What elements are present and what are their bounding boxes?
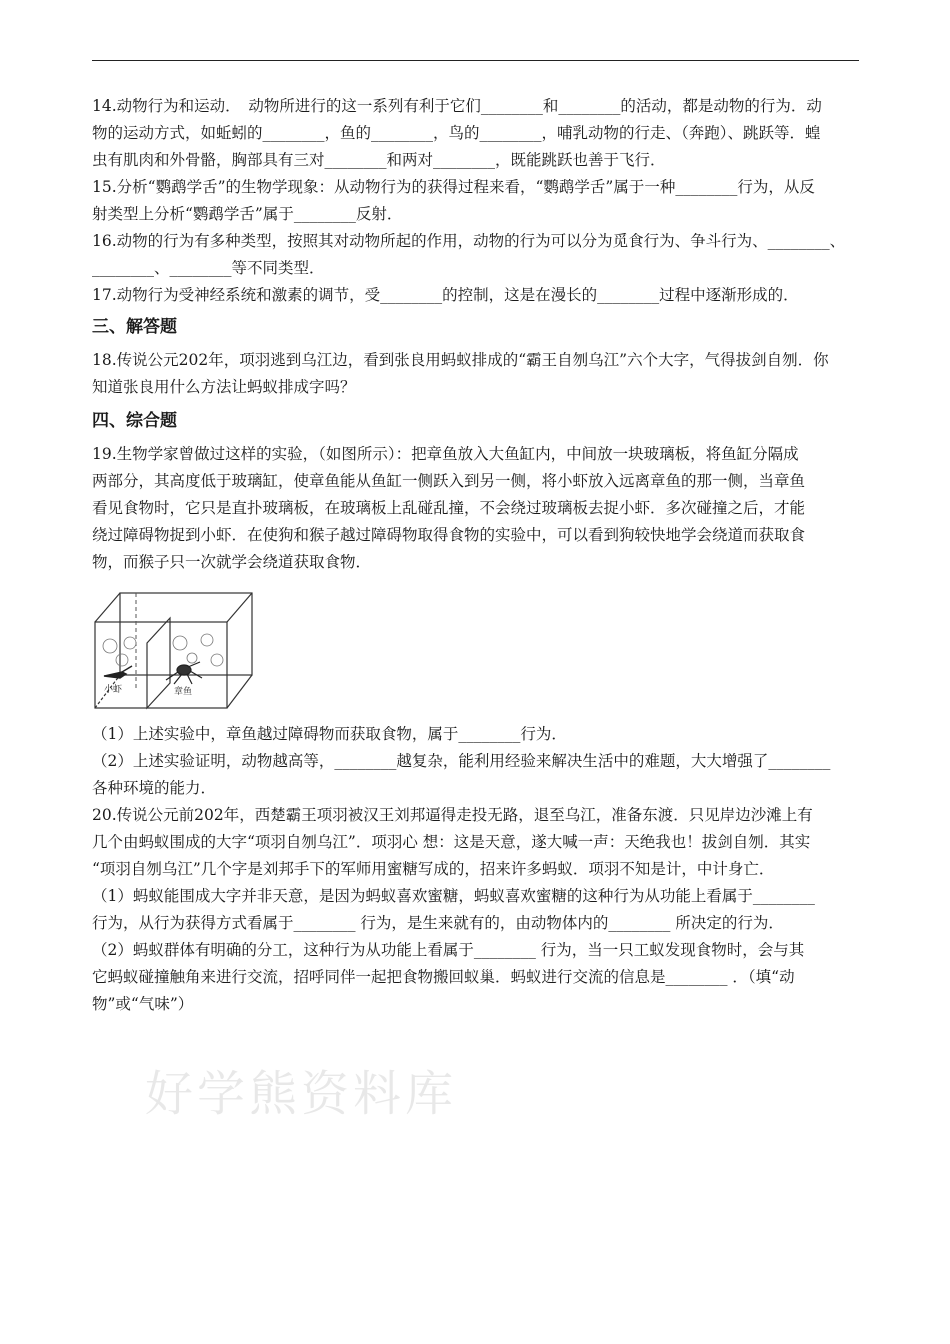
q20-line-3: “项羽自刎乌江”几个字是刘邦手下的军师用蜜糖写成的，招来许多蚂蚁．项羽不知是计，中计身亡． [92,860,775,878]
question-18 [92,347,862,401]
q19-line-1: 19.生物学家曾做过这样的实验，（如图所示）：把章鱼放入大鱼缸内，中间放一块玻璃板，将鱼缸分隔成 [92,445,799,463]
q20-sub-1-line-1: （1）蚂蚁能围成大字并非天意，是因为蚂蚁喜欢蜜糖，蚂蚁喜欢蜜糖的这种行为从功能上看属于________ [92,887,815,905]
q14-line-3: 虫有肌肉和外骨骼，胸部具有三对________和两对________，既能跳跃也善于飞行． [92,151,666,169]
watermark: 好学熊资料库 [145,1066,458,1122]
q20-sub-2-line-2: 它蚂蚁碰撞触角来进行交流，招呼同伴一起把食物搬回蚁巢．蚂蚁进行交流的信息是________ ．（填“动 [92,968,795,986]
q19-line-5: 物，而猴子只一次就学会绕道获取食物． [92,553,372,571]
q20-line-1: 20.传说公元前202年，西楚霸王项羽被汉王刘邦逼得走投无路，退至乌江，准备东渡．只见岸边沙滩上有 [92,806,813,824]
q20-sub-2-line-3: 物”或“气味”） [92,995,194,1013]
q20-sub-2-line-1: （2）蚂蚁群体有明确的分工，这种行为从功能上看属于________ 行为，当一只工蚁发现食物时，会与其 [92,941,805,959]
q16-line-1: 16.动物的行为有多种类型，按照其对动物所起的作用，动物的行为可以分为觅食行为、争斗行为、________、 [92,232,846,250]
q19-line-3: 看见食物时，它只是直扑玻璃板，在玻璃板上乱碰乱撞，不会绕过玻璃板去捉小虾．多次碰撞之后，才能 [92,499,806,517]
question-19 [92,441,862,802]
q19-line-2: 两部分，其高度低于玻璃缸，使章鱼能从鱼缸一侧跃入到另一侧，将小虾放入远离章鱼的那一侧，当章鱼 [92,472,806,490]
q14-line-2: 物的运动方式，如蚯蚓的________，鱼的________，鸟的________，哺乳动物的行走、（奔跑）、跳跃等．蝗 [92,124,821,142]
q19-line-4: 绕过障碍物捉到小虾．在使狗和猴子越过障碍物取得食物的实验中，可以看到狗较快地学会绕道而获取食 [92,526,806,544]
q14-line-1: 14.动物行为和运动． 动物所进行的这一系列有利于它们________和________的活动，都是动物的行为．动 [92,97,822,115]
q19-sub-2-line-2: 各种环境的能力． [92,779,217,797]
header-rule [92,60,859,61]
q18-line-2: 知道张良用什么方法让蚂蚁排成字吗？ [92,378,356,396]
question-16 [92,228,862,282]
q18-line-1: 18.传说公元202年，项羽逃到乌江边，看到张良用蚂蚁排成的“霸王自刎乌江”六个大字，气得拔剑自刎．你 [92,351,829,369]
question-15 [92,174,862,228]
figure-label-octopus: 章鱼 [174,687,193,697]
q19-sub-1: （1）上述实验中，章鱼越过障碍物而获取食物，属于________行为． [92,725,567,743]
document-body [92,93,862,1018]
question-14 [92,93,862,174]
q15-line-2: 射类型上分析“鹦鹉学舌”属于________反射． [92,205,403,223]
q20-line-2: 几个由蚂蚁围成的大字“项羽自刎乌江”．项羽心 想：这是天意，遂大喊一声：天绝我也！拔剑自刎．其实 [92,833,811,851]
q17-line-1: 17.动物行为受神经系统和激素的调节，受________的控制，这是在漫长的________过程中逐渐形成的． [92,286,799,304]
figure-label-shrimp: 小虾 [104,685,123,695]
fish-tank-figure [92,588,262,713]
question-20 [92,802,862,1018]
q16-line-2: ________、________等不同类型． [92,259,325,277]
section-heading-4: 四、综合题 [92,411,177,431]
section-heading-3: 三、解答题 [92,317,177,337]
q15-line-1: 15.分析“鹦鹉学舌”的生物学现象：从动物行为的获得过程来看，“鹦鹉学舌”属于一种________行为，从反 [92,178,815,196]
question-17 [92,282,862,309]
q19-sub-2-line-1: （2）上述实验证明，动物越高等，________越复杂，能利用经验来解决生活中的难题，大大增强了________ [92,752,831,770]
q20-sub-1-line-2: 行为，从行为获得方式看属于________ 行为，是生来就有的，由动物体内的________ 所决定的行为． [92,914,784,932]
